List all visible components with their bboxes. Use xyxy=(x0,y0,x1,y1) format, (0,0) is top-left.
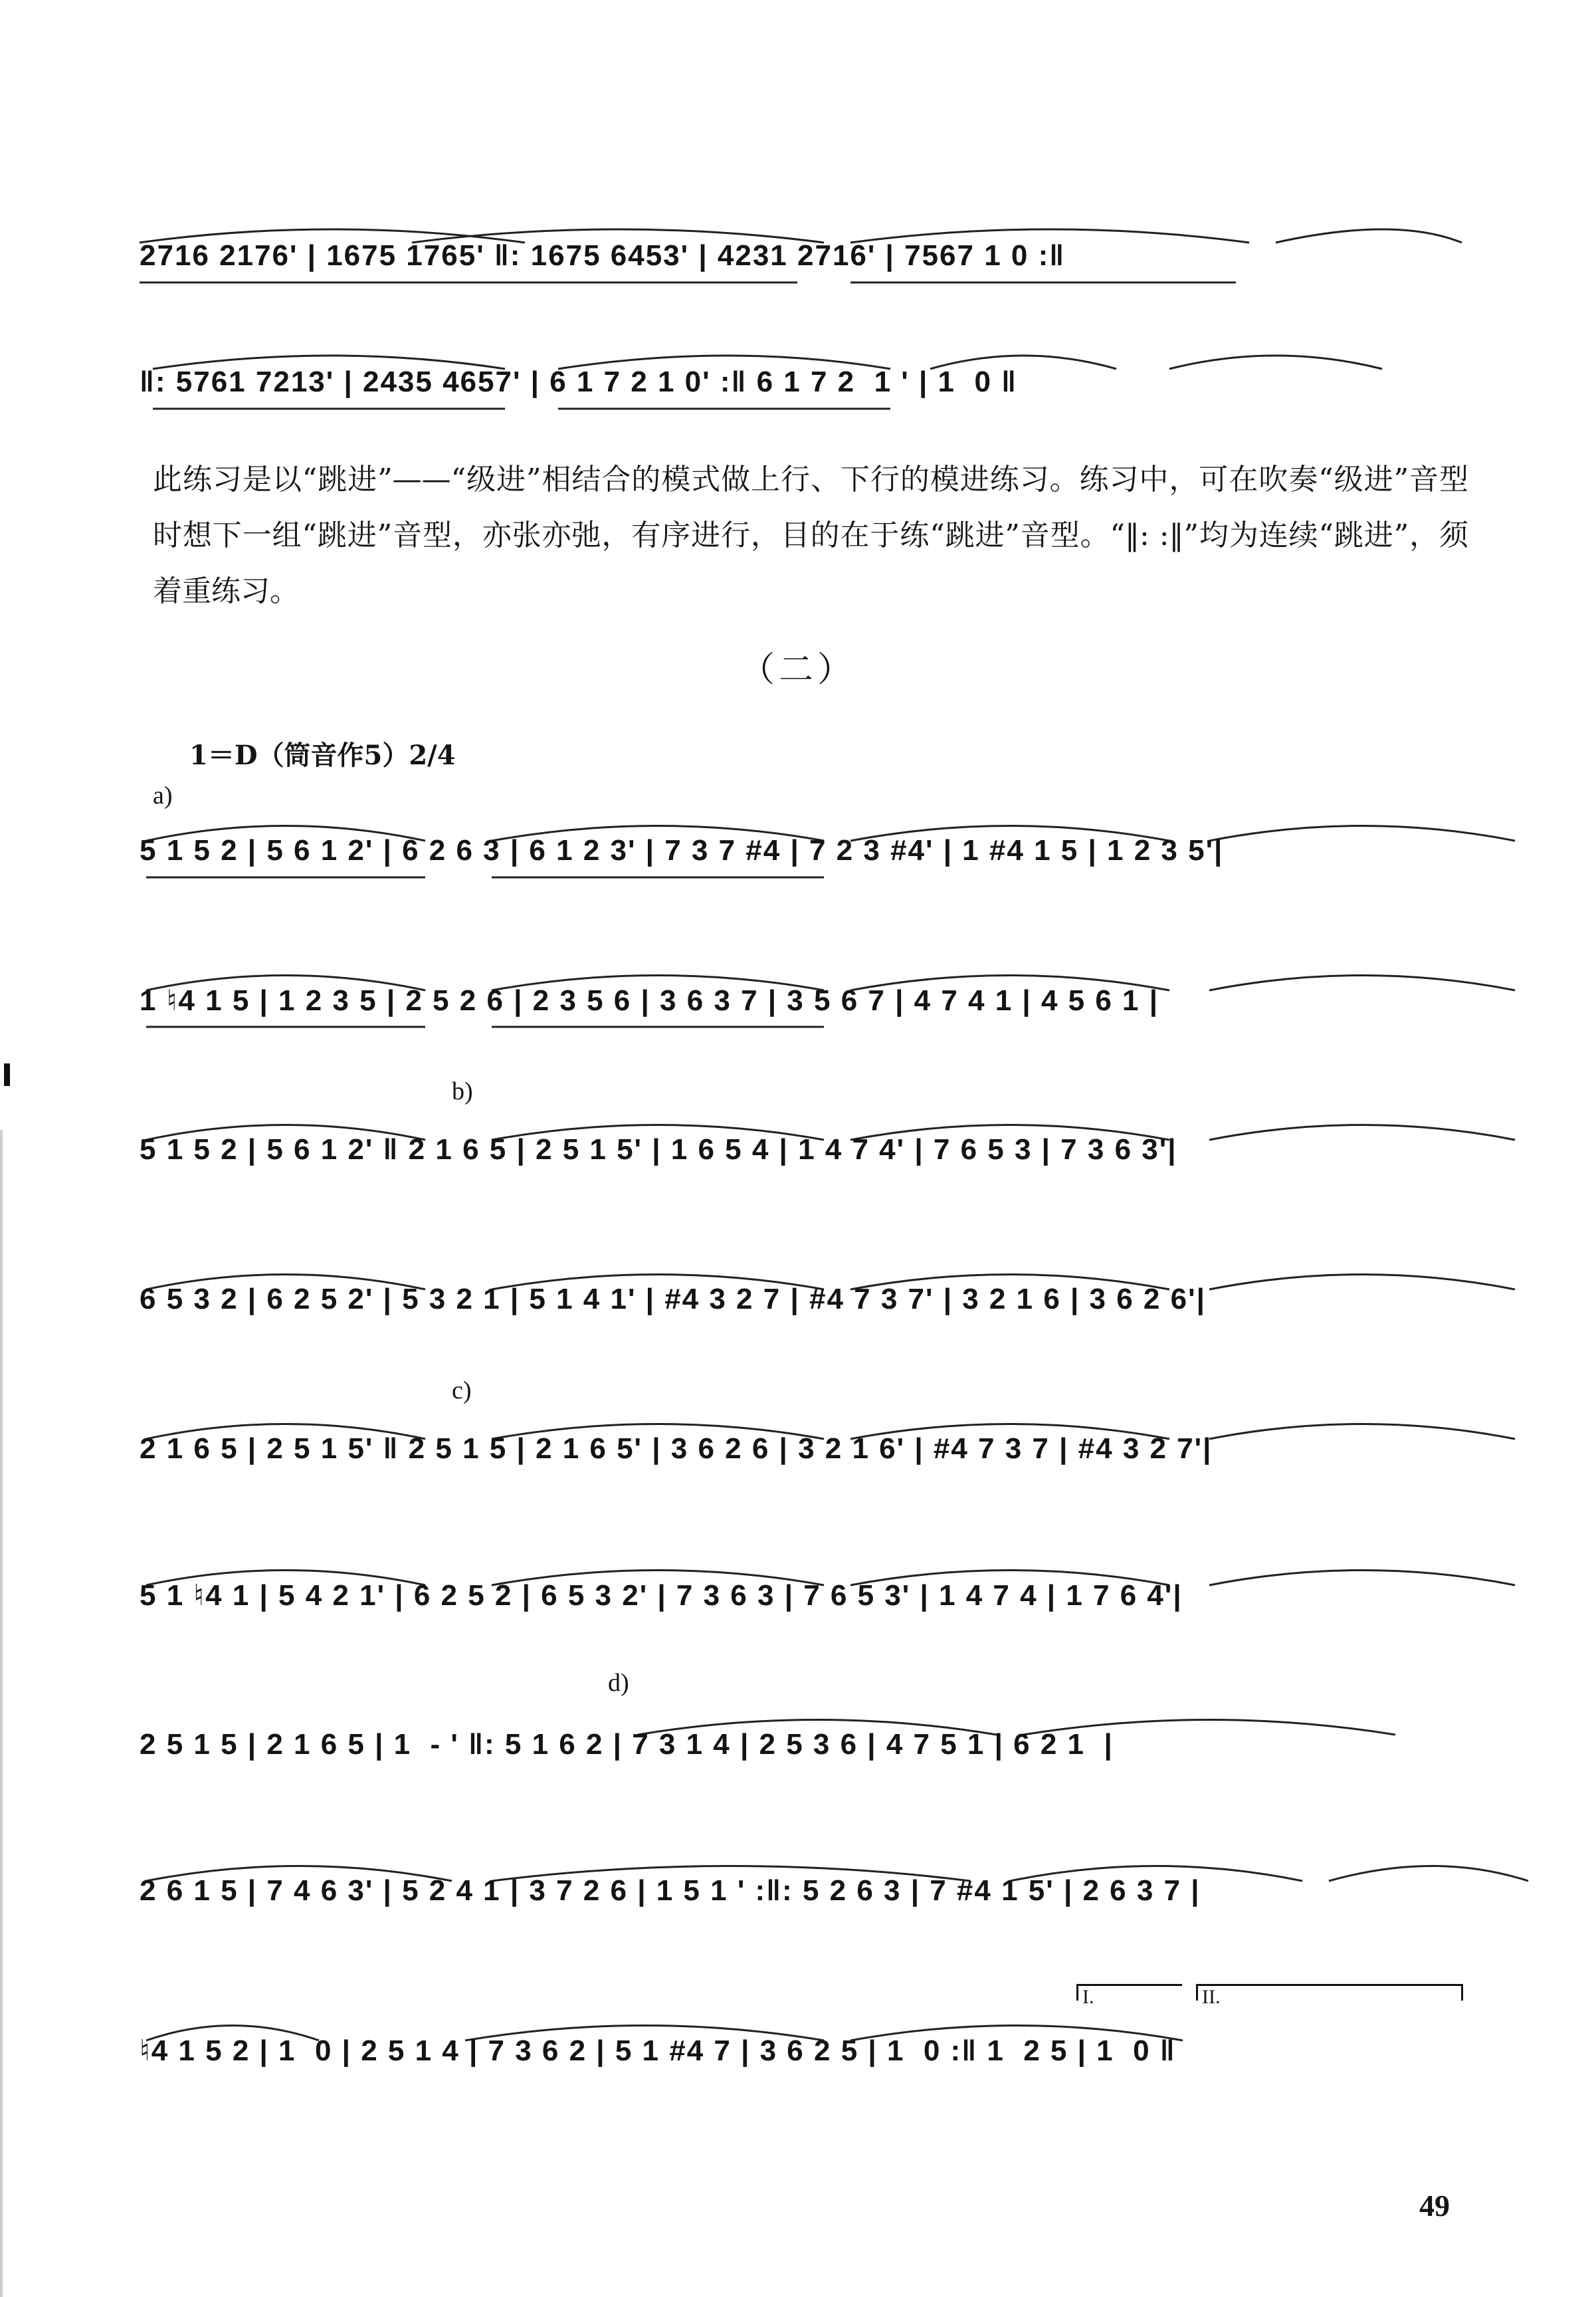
volta-label: I. xyxy=(1082,1986,1094,2008)
score-row-11 xyxy=(133,2007,1470,2107)
label-c: c) xyxy=(452,1376,472,1404)
section-title: （二） xyxy=(740,650,856,690)
notation-text: 5 1 ♮4 1 | 5 4 2 1' | 6 2 5 2 | 6 5 3 2' | 7 3 6 3 | 7 6 5 3' | 1 4 7 4 | 1 7 6 4'| xyxy=(140,1579,1183,1612)
score-row-10 xyxy=(133,1848,1470,1947)
notation-text: 2 1 6 5 | 2 5 1 5' ‖ 2 5 1 5 | 2 1 6 5' | 3 6 2 6 | 3 2 1 6' | #4 7 3 7 | #4 3 2 7'| xyxy=(140,1432,1213,1465)
notation-text: ‖: 5761 7213' | 2435 4657' | 6 1 7 2 1 0' :‖ 6 1 7 2 1 ' | 1 0 ‖ xyxy=(140,366,1018,398)
label-b: b) xyxy=(452,1077,473,1105)
score-row-6 xyxy=(133,1256,1470,1356)
notation-text: ♮4 1 5 2 | 1 0 | 2 5 1 4 | 7 3 6 2 | 5 1 #4 7 | 3 6 2 5 | 1 0 :‖ 1 2 5 | 1 0 ‖ xyxy=(140,2034,1176,2067)
notation-text: 5 1 5 2 | 5 6 1 2' ‖ 2 1 6 5 | 2 5 1 5' | 1 6 5 4 | 1 4 7 4' | 7 6 5 3 | 7 3 6 3'| xyxy=(140,1133,1177,1166)
score-row-3 xyxy=(133,808,1470,907)
volta-label: II. xyxy=(1202,1986,1221,2008)
score-row-9 xyxy=(133,1701,1470,1801)
notation-text: 6 5 3 2 | 6 2 5 2' | 5 3 2 1 | 5 1 4 1' | #4 3 2 7 | #4 7 3 7' | 3 2 1 6 | 3 6 2 6'| xyxy=(140,1283,1206,1315)
notation-text: 2 5 1 5 | 2 1 6 5 | 1 - ' ‖: 5 1 6 2 | 7 3 1 4 | 2 5 3 6 | 4 7 5 1 | 6 2 1 | xyxy=(140,1728,1114,1761)
page-edge xyxy=(0,1130,3,2297)
score-row-7 xyxy=(133,1406,1470,1505)
notation-text: 1 ♮4 1 5 | 1 2 3 5 | 2 5 2 6 | 2 3 5 6 | 3 6 3 7 | 3 5 6 7 | 4 7 4 1 | 4 5 6 1 | xyxy=(140,984,1159,1017)
score-row-5 xyxy=(133,1107,1470,1206)
first-ending-bracket xyxy=(1076,1984,1182,2008)
score-row-4 xyxy=(133,957,1470,1057)
second-ending-bracket xyxy=(1196,1984,1463,2008)
notation-text: 2 6 1 5 | 7 4 6 3' | 5 2 4 1 | 3 7 2 6 | 1 5 1 ' :‖: 5 2 6 3 | 7 #4 1 5' | 2 6 3 7 | xyxy=(140,1874,1201,1907)
paragraph: 此练习是以“跳进”——“级进”相结合的模式做上行、下行的模进练习。练习中，可在吹奏“级进”音型时想下一组“跳进”音型，亦张亦弛，有序进行，目的在于练“跳进”音型。“‖: :‖”均为连续“跳进”，须着重练习。 xyxy=(153,463,1468,608)
label-d: d) xyxy=(608,1669,629,1697)
margin-mark xyxy=(4,1063,10,1086)
page-number: 49 xyxy=(1419,2189,1450,2223)
exercise-description xyxy=(153,452,1468,619)
key-signature: 1＝D（筒音作5）2/4 xyxy=(189,740,456,771)
notation-text: 2716 2176' | 1675 1765' ‖: 1675 6453' | 4231 2716' | 7567 1 0 :‖ xyxy=(140,239,1066,272)
notation-text: 5 1 5 2 | 5 6 1 2' | 6 2 6 3 | 6 1 2 3' | 7 3 7 #4 | 7 2 3 #4' | 1 #4 1 5 | 1 2 3 5'| xyxy=(140,834,1224,867)
score-row-2 xyxy=(133,339,1470,439)
score-row-1 xyxy=(133,213,1470,312)
label-a: a) xyxy=(153,782,173,810)
score-row-8 xyxy=(133,1552,1470,1652)
